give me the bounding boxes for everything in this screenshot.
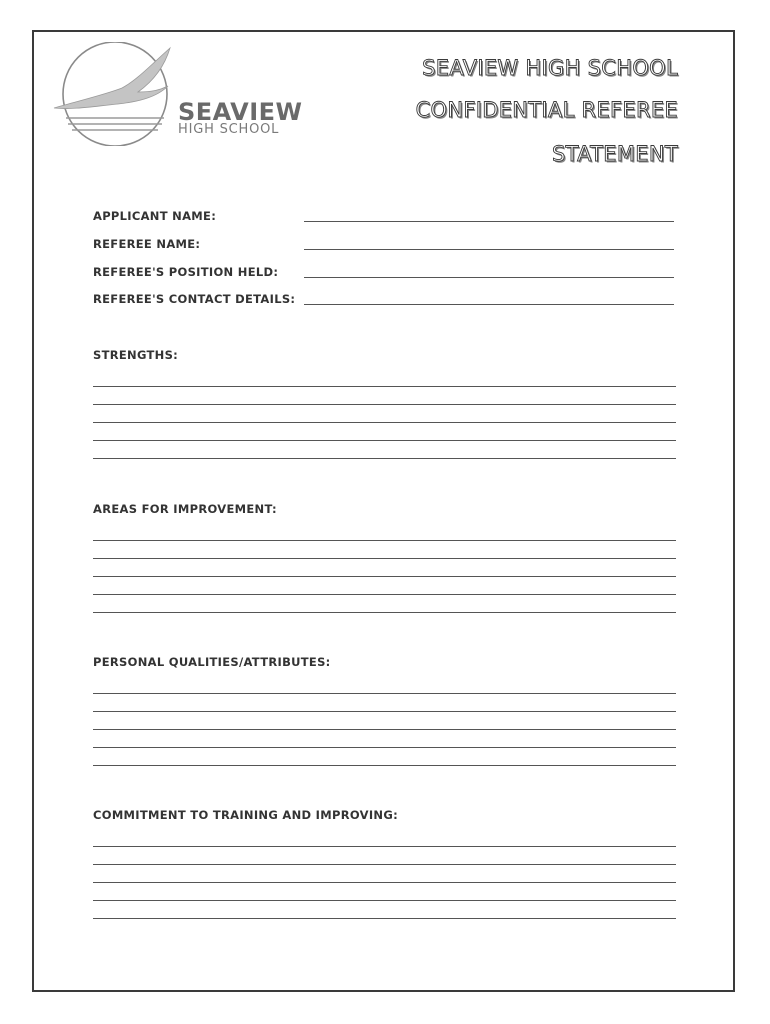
personal-qualities-line[interactable] bbox=[93, 729, 676, 730]
referee-name-field[interactable] bbox=[304, 249, 674, 250]
referee-position-label: REFEREE'S POSITION HELD: bbox=[93, 265, 279, 279]
commitment-line[interactable] bbox=[93, 900, 676, 901]
title-line-2: CONFIDENTIAL REFEREE bbox=[415, 98, 678, 122]
personal-qualities-label: PERSONAL QUALITIES/ATTRIBUTES: bbox=[93, 655, 331, 669]
referee-name-label: REFEREE NAME: bbox=[93, 237, 201, 251]
areas-for-improvement-label: AREAS FOR IMPROVEMENT: bbox=[93, 502, 277, 516]
improvement-line[interactable] bbox=[93, 558, 676, 559]
commitment-line[interactable] bbox=[93, 882, 676, 883]
referee-contact-field[interactable] bbox=[304, 304, 674, 305]
logo-name: SEAVIEW bbox=[178, 98, 303, 126]
referee-position-field[interactable] bbox=[304, 277, 674, 278]
applicant-name-label: APPLICANT NAME: bbox=[93, 209, 217, 223]
applicant-name-field[interactable] bbox=[304, 221, 674, 222]
strengths-line[interactable] bbox=[93, 440, 676, 441]
strengths-label: STRENGTHS: bbox=[93, 348, 179, 362]
logo-subtitle: HIGH SCHOOL bbox=[178, 122, 280, 137]
title-line-1: SEAVIEW HIGH SCHOOL bbox=[422, 56, 678, 80]
improvement-line[interactable] bbox=[93, 594, 676, 595]
personal-qualities-line[interactable] bbox=[93, 765, 676, 766]
strengths-line[interactable] bbox=[93, 404, 676, 405]
commitment-line[interactable] bbox=[93, 918, 676, 919]
improvement-line[interactable] bbox=[93, 540, 676, 541]
personal-qualities-line[interactable] bbox=[93, 711, 676, 712]
personal-qualities-line[interactable] bbox=[93, 693, 676, 694]
personal-qualities-line[interactable] bbox=[93, 747, 676, 748]
commitment-line[interactable] bbox=[93, 846, 676, 847]
improvement-line[interactable] bbox=[93, 612, 676, 613]
referee-contact-label: REFEREE'S CONTACT DETAILS: bbox=[93, 292, 296, 306]
strengths-line[interactable] bbox=[93, 422, 676, 423]
strengths-line[interactable] bbox=[93, 386, 676, 387]
commitment-line[interactable] bbox=[93, 864, 676, 865]
improvement-line[interactable] bbox=[93, 576, 676, 577]
title-line-3: STATEMENT bbox=[552, 142, 678, 166]
commitment-label: COMMITMENT TO TRAINING AND IMPROVING: bbox=[93, 808, 398, 822]
strengths-line[interactable] bbox=[93, 458, 676, 459]
